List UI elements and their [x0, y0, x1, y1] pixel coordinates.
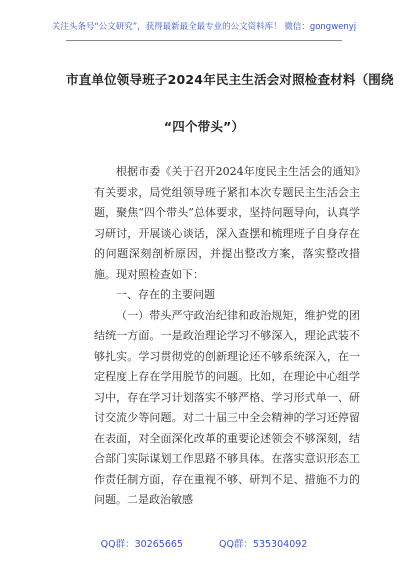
document-title-line-2: “四个带头”） [163, 119, 245, 134]
footer-qq-group-1: QQ群：30265665 [100, 539, 183, 550]
intro-paragraph: 根据市委《关于召开2024年度民主生活会的通知》有关要求，局党组领导班子紧扣本次专题民主生活会主题，聚焦“四个带头”总体要求，坚持问题导向，认真学习研讨，开展谈心谈话，深入查摆和梳理班子自身存在的问题深刻剖析原因，并提出整改方案，落实整改措施。现对照检查如下： [94, 165, 360, 281]
document-body [94, 162, 360, 511]
document-title-line-1: 市直单位领导班子2024年民主生活会对照检查材料（围绕 [66, 72, 394, 87]
subsection-paragraph: （一）带头严守政治纪律和政治规矩，维护党的团结统一方面。一是政治理论学习不够深入，理论武装不够扎实。学习贯彻党的创新理论还不够系统深入，在一定程度上存在学用脱节的问题。比如，在理论中心组学习中，存在学习计划落实不够严格、学习形式单一、研讨交流少等问题。对二十届三中全会精神的学习还停留在表面，对全面深化改革的重要论述领会不够深刻，结合部门实际谋划工作思路不够具体。在落实意识形态工作责任制方面，存在重视不够、研判不足、措施不力的问题。二是政治敏感 [94, 308, 360, 506]
section-heading: 一、存在的主要问题 [116, 288, 215, 301]
header-banner: 关注头条号“公文研究”，获得最新最全最专业的公文资料库！ 微信：gongwenyj [51, 22, 357, 32]
footer-qq-group-2: QQ群：535304092 [218, 539, 308, 550]
footer-contact [0, 536, 408, 550]
header-divider [66, 40, 342, 41]
